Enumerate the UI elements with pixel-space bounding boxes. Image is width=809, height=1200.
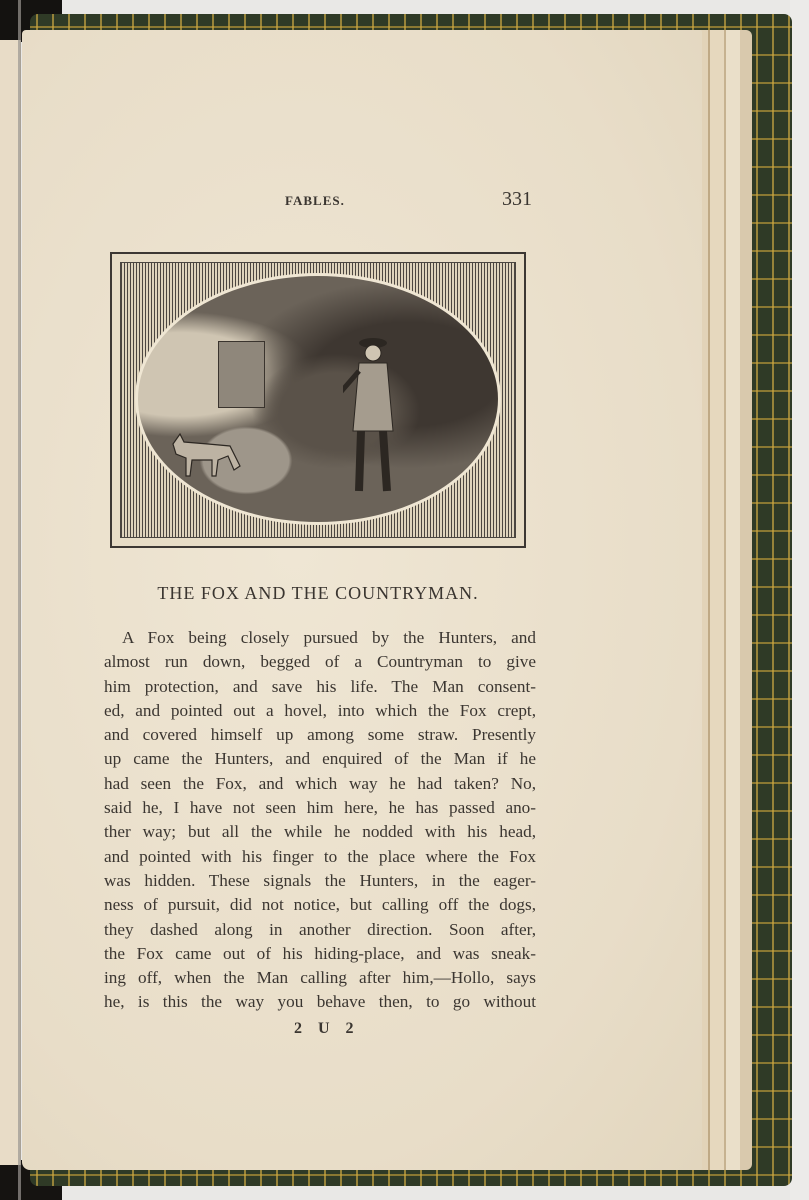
- body-line: they dashed along in another direction. Soon after,: [104, 919, 536, 939]
- body-line: ness of pursuit, did not notice, but calling off the dogs,: [104, 895, 536, 915]
- page-number: 331: [502, 188, 532, 210]
- body-line: ing off, when the Man calling after him,—Hollo, says: [104, 968, 536, 988]
- body-line: and pointed with his finger to the place where the Fox: [104, 846, 536, 866]
- illustration-oval-vignette: [135, 273, 501, 525]
- body-line: was hidden. These signals the Hunters, in the eager-: [104, 870, 536, 890]
- body-line: up came the Hunters, and enquired of the Man if he: [104, 749, 536, 769]
- body-line: said he, I have not seen him here, he has passed ano-: [104, 798, 536, 818]
- signature-mark: 2 U 2: [294, 1020, 360, 1037]
- body-line: almost run down, begged of a Countryman to give: [104, 652, 536, 672]
- body-line: the Fox came out of his hiding-place, and was sneak-: [104, 943, 536, 963]
- illustration-hatched-border: [120, 262, 516, 538]
- gutter-line: [18, 0, 21, 1200]
- countryman-drawing: [343, 331, 398, 511]
- hut-drawing: [218, 341, 265, 408]
- fable-title: THE FOX AND THE COUNTRYMAN.: [157, 583, 479, 603]
- fable-body: [104, 626, 536, 1015]
- illustration-engraving: [110, 252, 526, 548]
- running-head: FABLES.: [285, 193, 345, 208]
- fox-drawing: [168, 426, 248, 481]
- body-line: him protection, and save his life. The Man consent-: [104, 676, 536, 696]
- book-page: [22, 30, 702, 1170]
- body-line: he, is this the way you behave then, to go without: [104, 992, 536, 1012]
- body-line: A Fox being closely pursued by the Hunters, and: [122, 628, 536, 647]
- background-right: [790, 0, 809, 1200]
- body-line: had seen the Fox, and which way he had taken? No,: [104, 773, 536, 793]
- body-line: and covered himself up among some straw. Presently: [104, 725, 536, 745]
- body-line: ther way; but all the while he nodded with his head,: [104, 822, 536, 842]
- body-line: ed, and pointed out a hovel, into which the Fox crept,: [104, 700, 536, 720]
